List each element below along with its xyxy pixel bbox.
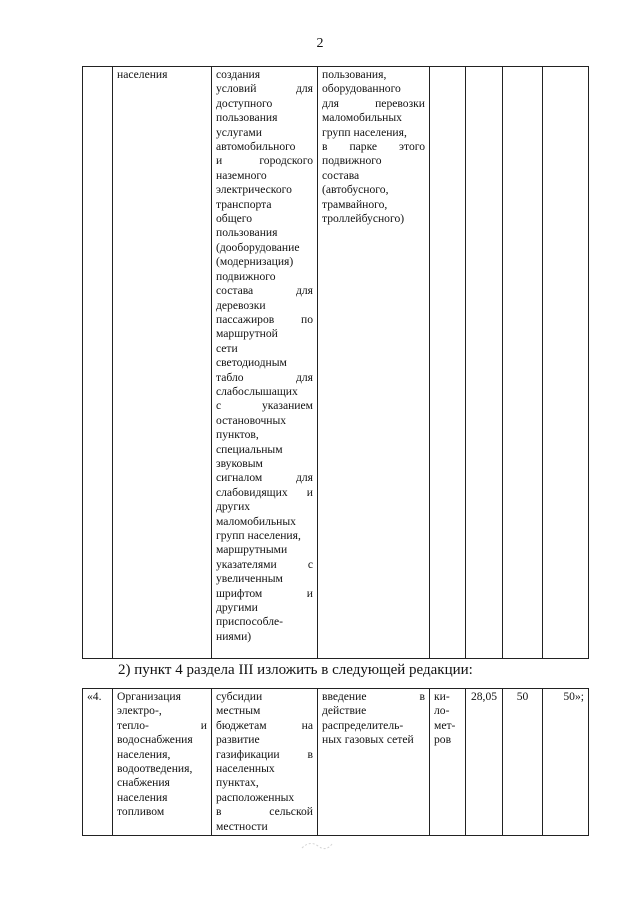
text-line: пользования, [322, 68, 387, 81]
text-line: услугами [216, 125, 262, 139]
text-line: трамвайного, [322, 197, 388, 211]
cell-value-1 [466, 67, 503, 659]
cell-task: населения [113, 67, 212, 659]
text-line: местным [216, 704, 261, 718]
item-measure [212, 689, 318, 836]
text-line: тепло- и [117, 718, 207, 732]
text-line: пользования [216, 226, 278, 240]
text-line: подвижного [322, 154, 382, 168]
text-line: остановочных [216, 413, 287, 427]
text-line: населения [117, 790, 168, 804]
text-line: распределитель- [322, 718, 404, 732]
text-line: другими [216, 601, 258, 615]
text-line: (дооборудование [216, 240, 300, 254]
text-line: пользования [216, 111, 278, 125]
faint-stamp-mark [300, 838, 334, 852]
text-line: в сельской [216, 805, 313, 819]
text-line: и городского [216, 154, 313, 168]
text-line: троллейбусного) [322, 212, 405, 226]
text-line: водоснабжения [117, 733, 193, 747]
text-line: подвижного [216, 269, 276, 283]
text-line: увеличенным [216, 572, 283, 586]
text-line: наземного [216, 168, 267, 182]
text-line: (модернизация) [216, 255, 294, 269]
item-value-2: 50 [503, 689, 543, 836]
text-line: с указанием [216, 399, 313, 413]
cell-indicator [318, 67, 430, 659]
text-line: светодиодным [216, 356, 287, 370]
amendment-instruction: 2) пункт 4 раздела III изложить в следующей редакции: [118, 662, 473, 678]
text-line: доступного [216, 96, 273, 110]
text-line: шрифтом и [216, 586, 313, 600]
text-line: введение в [322, 690, 425, 703]
text-line: расположенных [216, 790, 295, 804]
cell-number [83, 67, 113, 659]
text-line: звуковым [216, 456, 263, 470]
text-line: автомобильного [216, 140, 296, 154]
text-line: состава [322, 168, 360, 182]
text-line: бюджетам на [216, 718, 313, 732]
text-line: ки- [434, 690, 450, 703]
item-indicator [318, 689, 430, 836]
text-line: маршрутной [216, 327, 278, 341]
text-line: слабовидящих и [216, 485, 313, 499]
text-line: специальным [216, 442, 283, 456]
text-line: общего [216, 212, 253, 226]
text-line: для перевозки [322, 96, 425, 110]
text-line: газификации в [216, 747, 313, 761]
text-line: приспособле- [216, 615, 283, 629]
text-line: ров [434, 733, 452, 747]
cell-value-2 [503, 67, 543, 659]
program-table-continuation [82, 66, 589, 659]
text-line: субсидии [216, 690, 263, 703]
text-line: маломобильных [322, 111, 402, 125]
text-line: топливом [117, 805, 165, 819]
text-line: слабослышащих [216, 384, 298, 398]
text-line: Организация [117, 690, 181, 703]
text-line: пассажиров по [216, 312, 313, 326]
text-line: маломобильных [216, 514, 296, 528]
text-line: развитие [216, 733, 260, 747]
item-value-3: 50»; [543, 689, 589, 836]
cell-measure [212, 67, 318, 659]
text-line: указателями с [216, 557, 313, 571]
text-line: состава для [216, 284, 313, 298]
text-line: местности [216, 819, 268, 833]
text-line: электрического [216, 183, 292, 197]
text-line: групп населения, [216, 529, 301, 542]
text-line: сети [216, 341, 238, 355]
text-line: ных газовых сетей [322, 733, 414, 747]
text-line: электро-, [117, 704, 162, 718]
item-unit [430, 689, 466, 836]
text-line: сигналом для [216, 471, 313, 485]
text-line: ло- [434, 704, 450, 718]
text-line: мет- [434, 718, 456, 732]
item-number: «4. [83, 689, 113, 836]
program-table-item-4 [82, 688, 589, 836]
cell-unit [430, 67, 466, 659]
text-line: условий для [216, 82, 313, 96]
text-line: транспорта [216, 197, 272, 211]
item-task [113, 689, 212, 836]
item-value-1: 28,05 [466, 689, 503, 836]
text-line: деревозки [216, 298, 266, 312]
text-line: пунктах, [216, 776, 259, 790]
text-line: оборудованного [322, 82, 401, 96]
text-line: снабжения [117, 776, 170, 790]
text-line: табло для [216, 370, 313, 384]
text-line: групп населения, [322, 125, 407, 139]
text-line: ниями) [216, 629, 252, 643]
text-line: (автобусного, [322, 183, 389, 197]
text-line: водоотведения, [117, 762, 193, 776]
text-line: создания [216, 68, 261, 81]
text-line: маршрутными [216, 543, 288, 557]
text-line: действие [322, 704, 367, 718]
text-line: населения, [117, 747, 171, 761]
page-number: 2 [316, 36, 324, 51]
text-line: в парке этого [322, 140, 425, 154]
text-line: пунктов, [216, 428, 259, 442]
text-line: населенных [216, 762, 275, 776]
text-line: других [216, 500, 251, 514]
cell-value-3 [543, 67, 589, 659]
